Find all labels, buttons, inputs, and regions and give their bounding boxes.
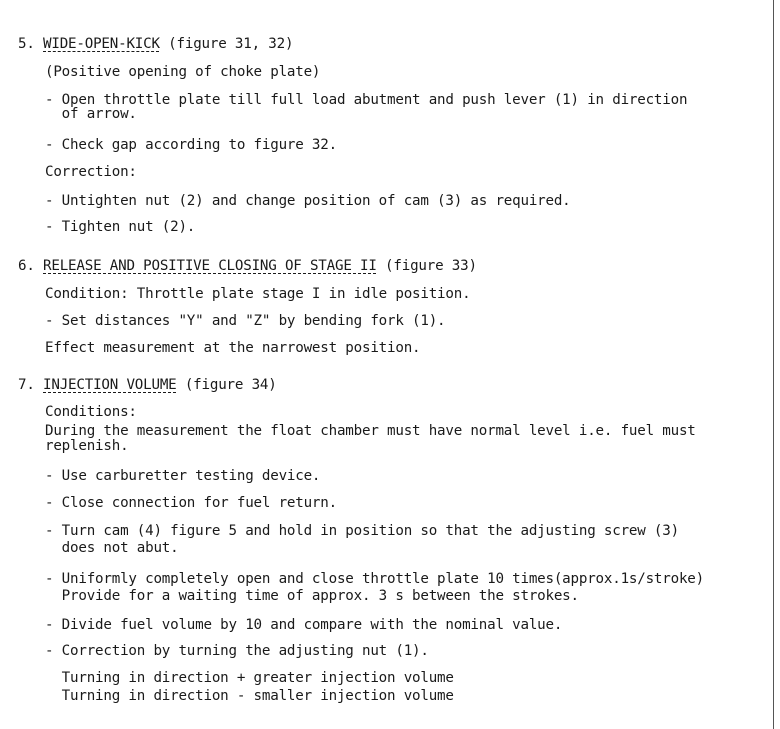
indented-line: Turning in direction + greater injection volume xyxy=(45,670,454,686)
bullet-line: - Check gap according to figure 32. xyxy=(45,137,337,153)
bullet-line: - Close connection for fuel return. xyxy=(45,495,337,511)
bullet-line: - Untighten nut (2) and change position of cam (3) as required. xyxy=(45,193,571,209)
body-line: Effect measurement at the narrowest position. xyxy=(45,340,421,356)
bullet-line: - Set distances "Y" and "Z" by bending fork (1). xyxy=(45,313,446,329)
bullet-line: - Turn cam (4) figure 5 and hold in position so that the adjusting screw (3) xyxy=(45,523,679,539)
bullet-line: - Use carburetter testing device. xyxy=(45,468,321,484)
body-continuation: replenish. xyxy=(45,438,129,454)
bullet-line: - Open throttle plate till full load abutment and push lever (1) in direction xyxy=(45,92,688,108)
body-line: Correction: xyxy=(45,164,137,180)
bullet-continuation: does not abut. xyxy=(45,540,179,556)
figure-reference: (figure 33) xyxy=(385,258,477,274)
bullet-line: - Divide fuel volume by 10 and compare with the nominal value. xyxy=(45,617,563,633)
bullet-continuation: of arrow. xyxy=(45,106,137,122)
figure-reference: (figure 31, 32) xyxy=(168,36,294,52)
bullet-line: - Uniformly completely open and close throttle plate 10 times(approx.1s/stroke) xyxy=(45,571,704,587)
section-heading: WIDE-OPEN-KICK xyxy=(43,36,160,52)
body-line: (Positive opening of choke plate) xyxy=(45,64,321,80)
figure-reference: (figure 34) xyxy=(184,377,277,393)
body-line: Conditions: xyxy=(45,404,137,420)
bullet-line: - Correction by turning the adjusting nut (1). xyxy=(45,643,429,659)
section-heading: RELEASE AND POSITIVE CLOSING OF STAGE II xyxy=(43,258,377,274)
section-number: 5. xyxy=(18,36,35,52)
section-7-heading-line xyxy=(18,377,277,394)
indented-line: Turning in direction - smaller injection volume xyxy=(45,688,454,704)
bullet-line: - Tighten nut (2). xyxy=(45,219,196,235)
section-number: 7. xyxy=(18,377,35,393)
section-5-heading-line xyxy=(18,36,293,53)
section-number: 6. xyxy=(18,258,35,274)
body-line: During the measurement the float chamber must have normal level i.e. fuel must xyxy=(45,423,696,439)
section-6-heading-line xyxy=(18,258,477,275)
section-heading: INJECTION VOLUME xyxy=(43,377,177,393)
bullet-continuation: Provide for a waiting time of approx. 3 s between the strokes. xyxy=(45,588,579,604)
body-line: Condition: Throttle plate stage I in idle position. xyxy=(45,286,471,302)
page-edge-divider xyxy=(773,0,774,729)
